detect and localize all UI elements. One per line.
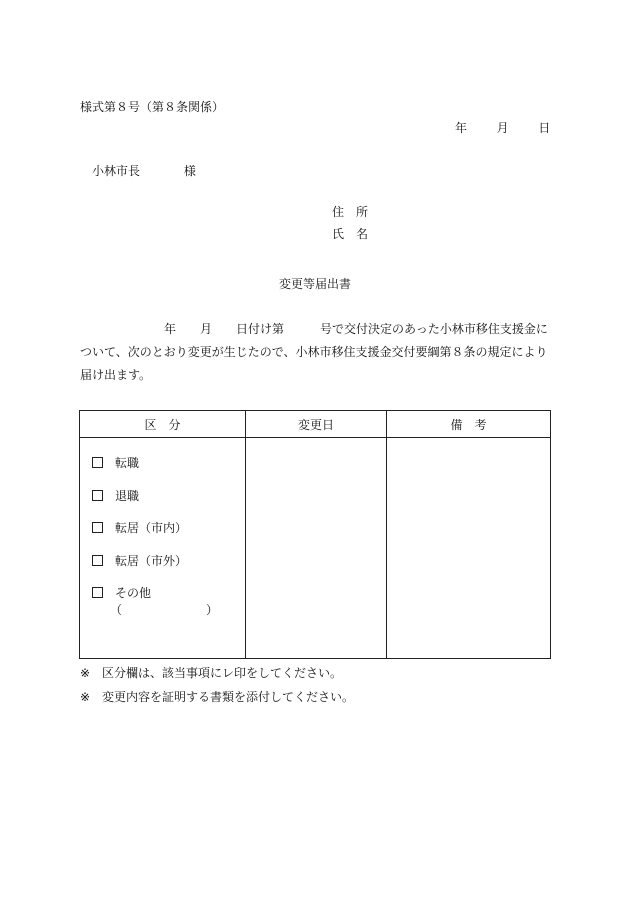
addressee-name: 小林市長	[92, 164, 141, 178]
category-label: 退職	[115, 488, 140, 503]
change-date-cell[interactable]	[246, 438, 387, 659]
table-body-row	[80, 438, 551, 659]
date-line	[455, 119, 550, 136]
note-text: 区分欄は、該当事項にレ印をしてください。	[102, 666, 343, 680]
category-item-move-within-city[interactable]	[80, 519, 245, 552]
checkbox[interactable]	[92, 587, 103, 598]
date-year-label: 年	[455, 121, 468, 135]
category-item-resignation[interactable]	[80, 487, 245, 520]
remarks-cell[interactable]	[387, 438, 551, 659]
header-change-date: 変更日	[246, 411, 387, 438]
body-line-2: ついて、次のとおり変更が生じたので、小林市移住支援金交付要綱第８条の規定により	[80, 345, 548, 359]
category-label: 転居（市内）	[115, 521, 188, 535]
date-month-label: 月	[496, 121, 509, 135]
checkbox[interactable]	[92, 555, 103, 566]
category-item-move-outside-city[interactable]	[80, 552, 245, 585]
category-label: 転居（市外）	[115, 553, 188, 568]
category-cell	[80, 438, 246, 659]
category-label: その他	[115, 586, 152, 600]
note-text: 変更内容を証明する書類を添付してください。	[102, 690, 355, 704]
category-label: 転職	[115, 456, 140, 470]
table-header-row	[80, 411, 551, 438]
checkbox[interactable]	[92, 457, 103, 468]
other-details-paren: （ ）	[110, 602, 219, 617]
header-remarks: 備 考	[387, 411, 551, 438]
date-day-label: 日	[538, 121, 551, 135]
address-label: 住 所	[332, 205, 369, 219]
change-table	[79, 410, 551, 659]
name-label: 氏 名	[332, 227, 369, 241]
body-line-1: 年 月 日付け第 号で交付決定のあった小林市移住支援金に	[80, 322, 548, 336]
body-line-3: 届け出ます。	[80, 368, 152, 382]
note-1	[80, 664, 342, 681]
note-2	[80, 688, 354, 705]
category-item-job-change[interactable]	[80, 454, 245, 487]
header-category: 区 分	[80, 411, 246, 438]
addressee-honorific: 様	[183, 164, 196, 178]
checkbox[interactable]	[92, 522, 103, 533]
note-mark: ※	[80, 666, 91, 680]
checkbox[interactable]	[92, 490, 103, 501]
document-title: 変更等届出書	[278, 277, 351, 291]
note-mark: ※	[80, 690, 91, 704]
addressee	[92, 162, 196, 179]
form-number: 様式第８号（第８条関係）	[80, 100, 225, 114]
